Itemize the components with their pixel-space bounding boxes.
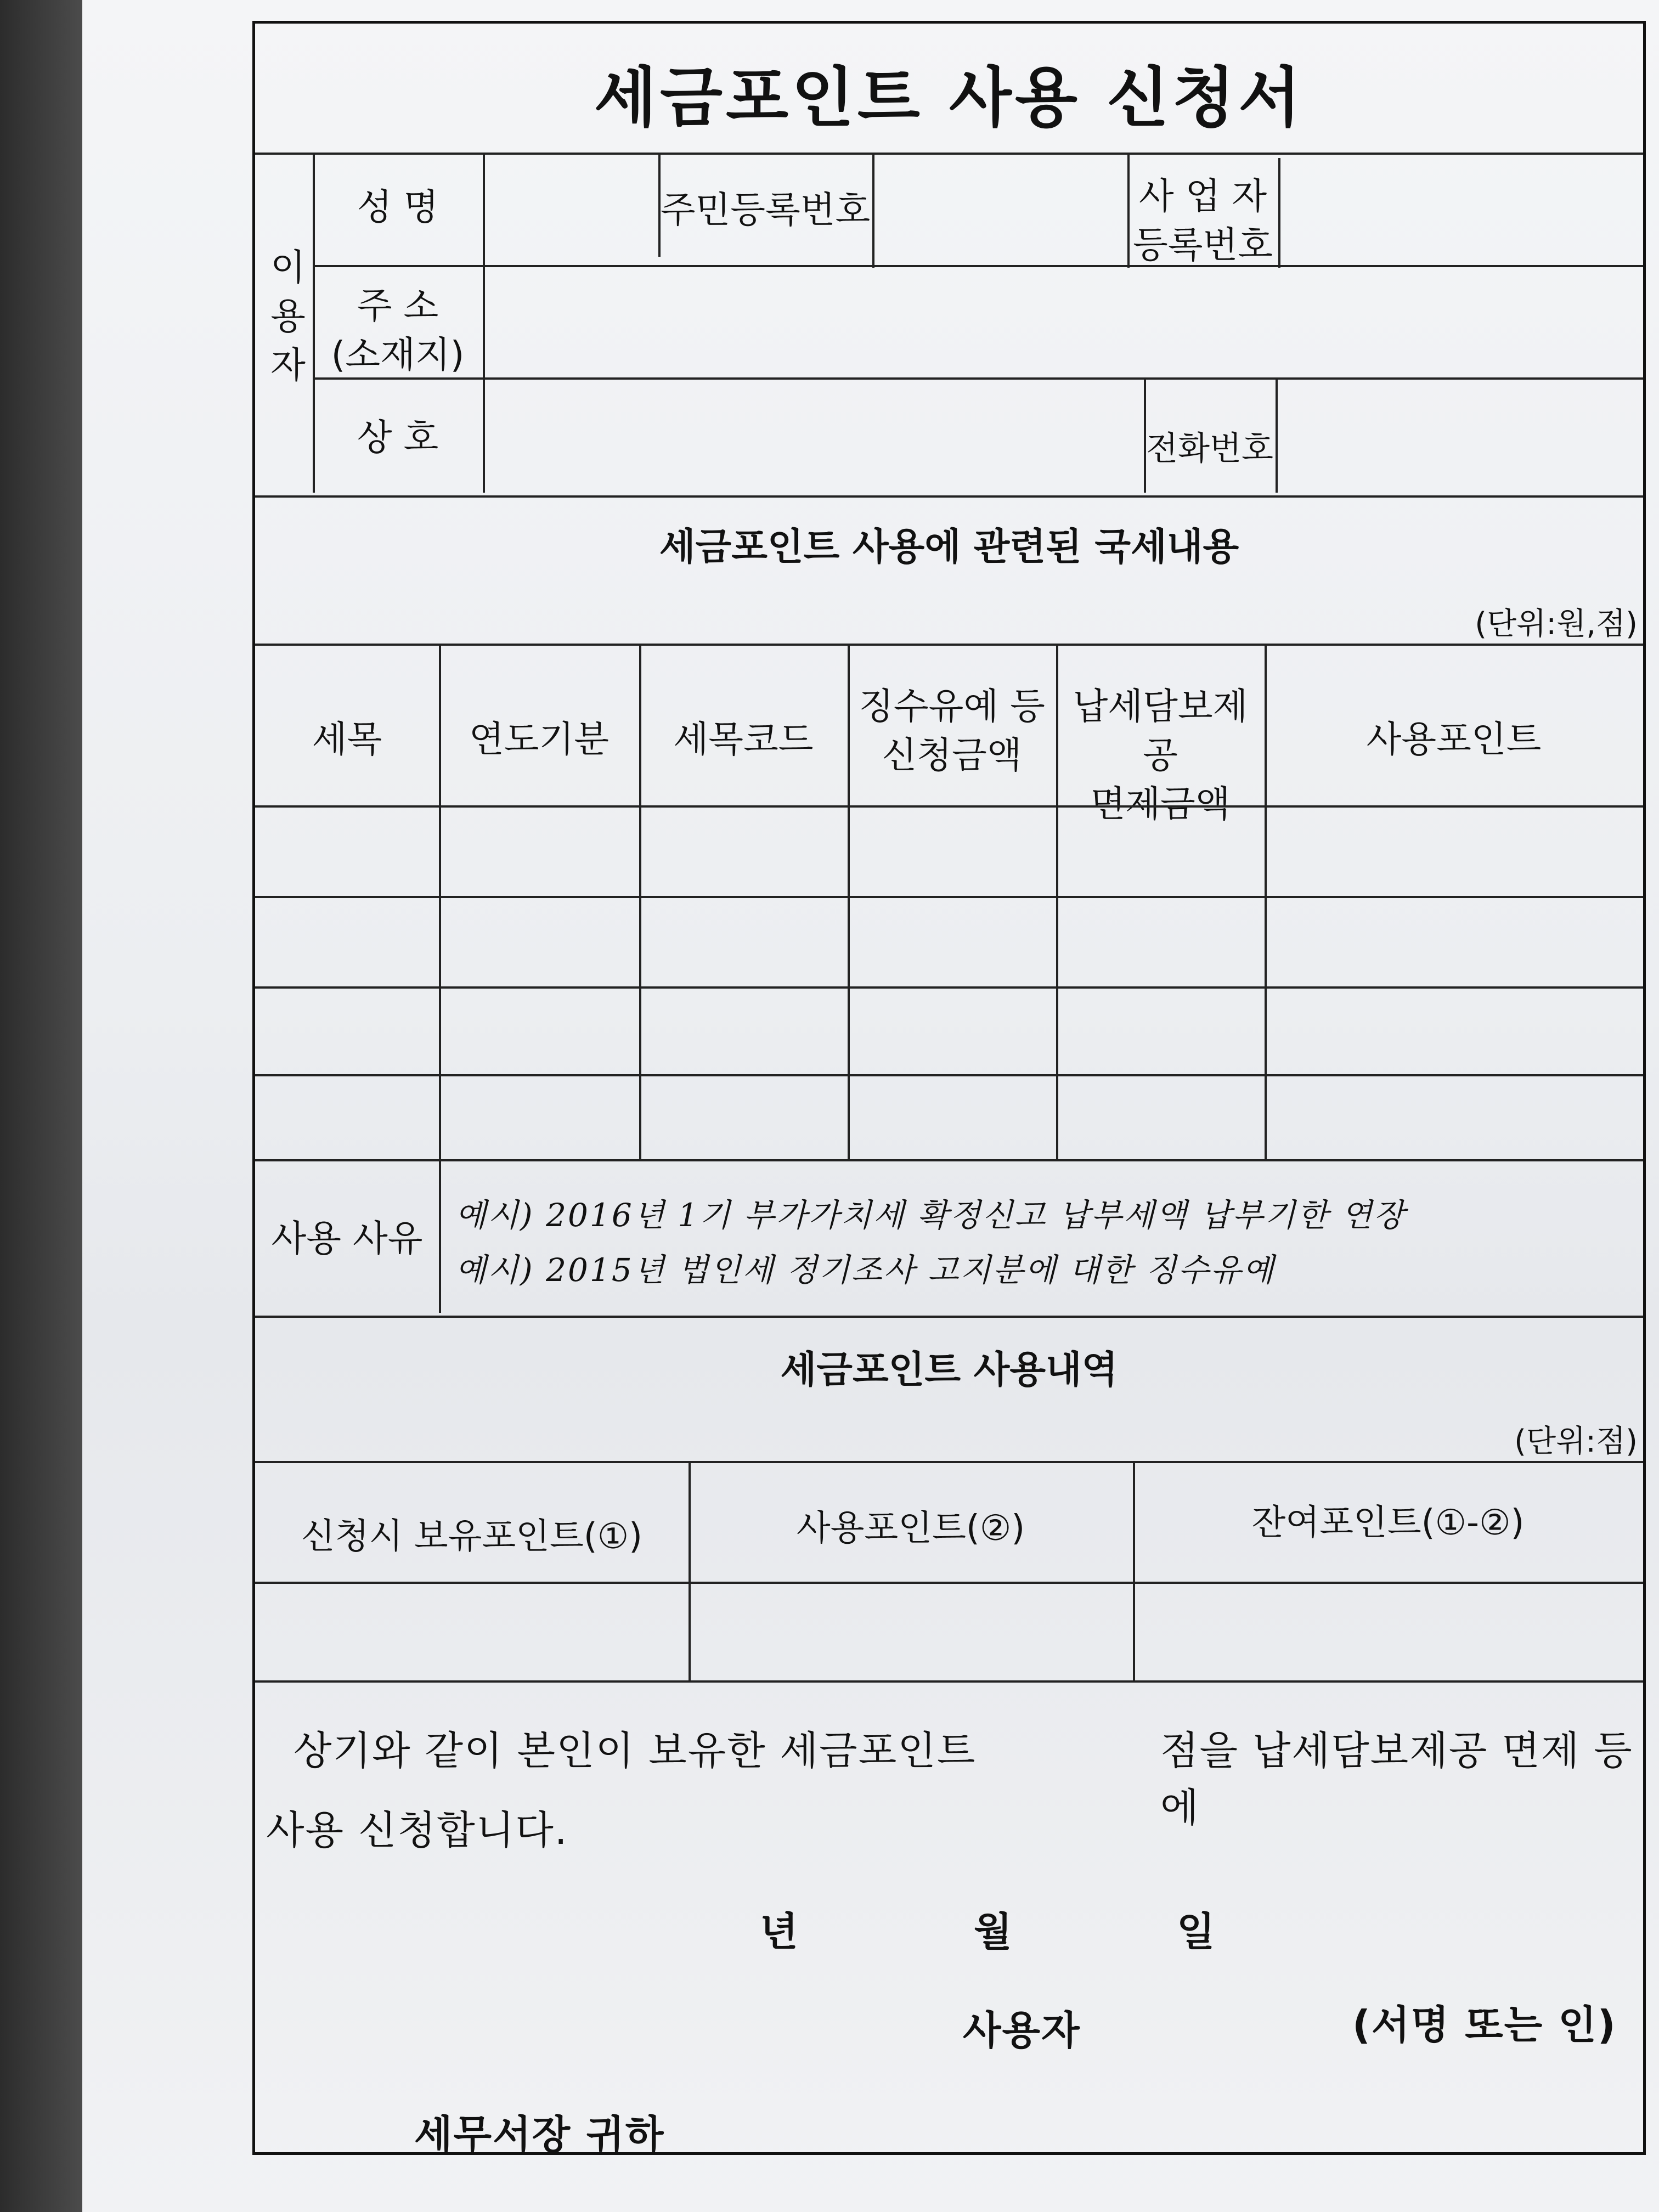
address-label-line: (소재지) [331, 334, 465, 376]
addressee: 세무서장 귀하 [414, 2112, 665, 2158]
col-label: 세목 [312, 718, 382, 760]
phone-field[interactable] [1278, 383, 1640, 487]
col-label: 세목코드 [673, 718, 814, 760]
divider [255, 153, 1643, 155]
remaining-points-field[interactable] [1138, 1587, 1640, 1675]
col-label: 면제금액 [1090, 783, 1231, 826]
paper-sheet [82, 0, 1659, 2212]
col-held-points: 신청시 보유포인트(①) [301, 1516, 643, 1557]
address-field[interactable] [486, 270, 1638, 369]
held-points-field[interactable] [261, 1587, 686, 1675]
date-month-label: 월 [974, 1909, 1013, 1955]
col-deferral-amount [848, 682, 1056, 780]
business-no-label [1127, 172, 1278, 269]
divider [313, 265, 1643, 267]
col-year [439, 715, 639, 764]
reason-label: 사용 사유 [271, 1217, 423, 1260]
phone-label: 전화번호 [1146, 430, 1273, 468]
address-label [313, 281, 483, 379]
divider [255, 495, 1643, 498]
application-form [252, 21, 1646, 2158]
side-char: 이 [270, 246, 306, 289]
address-label-line: 주 소 [357, 285, 439, 327]
reason-example-2: 예시) 2015년 법인세 정기조사 고지분에 대한 징수유예 [455, 1251, 1276, 1289]
tax-unit-label: (단위:원,점) [1475, 606, 1638, 642]
side-char: 자 [270, 344, 306, 387]
table-row[interactable] [255, 899, 1643, 984]
points-amount-field[interactable] [1045, 1716, 1160, 1765]
col-use-points [1265, 715, 1643, 764]
col-label: 연도기분 [469, 718, 610, 760]
col-used-points: 사용포인트(②) [796, 1508, 1025, 1549]
divider [483, 153, 485, 493]
divider [255, 1680, 1643, 1683]
name-field[interactable] [486, 158, 656, 254]
trade-name-label: 상 호 [357, 416, 439, 459]
side-char: 용 [270, 295, 306, 338]
applicant-name-field[interactable] [1111, 1993, 1341, 2048]
divider [255, 644, 1643, 646]
date-year-label: 년 [760, 1909, 799, 1955]
col-label: 사용포인트 [1366, 718, 1542, 760]
date-day-label: 일 [1177, 1909, 1216, 1955]
col-label: 신청금액 [882, 734, 1022, 777]
resident-no-label: 주민등록번호 [660, 189, 871, 231]
user-side-label [266, 243, 310, 390]
table-row-divider [255, 1074, 1643, 1076]
business-no-field[interactable] [1281, 161, 1638, 265]
divider [255, 1316, 1643, 1318]
table-row[interactable] [255, 808, 1643, 893]
table-row[interactable] [255, 989, 1643, 1071]
reason-field[interactable] [444, 1165, 1640, 1310]
applicant-label: 사용자 [963, 2007, 1081, 2053]
divider [255, 1159, 1643, 1161]
col-label: 납세담보제공 [1073, 685, 1248, 777]
usage-section-heading: 세금포인트 사용내역 [780, 1348, 1118, 1392]
divider [689, 1461, 691, 1680]
divider [1278, 158, 1280, 268]
col-label: 징수유예 등 [859, 685, 1045, 727]
resident-no-field[interactable] [875, 158, 1125, 262]
name-label: 성 명 [357, 186, 439, 228]
divider [1276, 377, 1278, 493]
signature-label: (서명 또는 인) [1352, 2002, 1617, 2048]
col-tax-item [255, 715, 439, 764]
divider [255, 1582, 1643, 1584]
col-remaining-points: 잔여포인트(①-②) [1251, 1503, 1525, 1543]
declaration-line2: 사용 신청합니다. [266, 1807, 568, 1853]
usage-unit-label: (단위:점) [1514, 1424, 1638, 1459]
divider [439, 1159, 441, 1313]
tax-section-heading: 세금포인트 사용에 관련된 국세내용 [659, 526, 1239, 569]
used-points-field[interactable] [694, 1587, 1130, 1675]
table-row-divider [255, 805, 1643, 808]
reason-example-1: 예시) 2016년 1기 부가가치세 확정신고 납부세액 납부기한 연장 [455, 1197, 1406, 1234]
table-row-divider [255, 986, 1643, 989]
col-tax-code [639, 715, 848, 764]
form-title: 세금포인트 사용 신청서 [594, 60, 1305, 136]
divider [255, 1461, 1643, 1463]
declaration-line1-part2: 점을 납세담보제공 면제 등에 [1160, 1728, 1633, 1831]
divider [313, 377, 1643, 380]
table-row[interactable] [255, 1077, 1643, 1156]
table-row-divider [255, 896, 1643, 898]
declaration-line1-part1: 상기와 같이 본인이 보유한 세금포인트 [294, 1728, 977, 1774]
divider [872, 153, 874, 268]
business-no-label-line: 등록번호 [1132, 224, 1273, 267]
divider [1133, 1461, 1135, 1680]
trade-name-field[interactable] [486, 383, 1141, 487]
business-no-label-line: 사 업 자 [1138, 175, 1267, 217]
